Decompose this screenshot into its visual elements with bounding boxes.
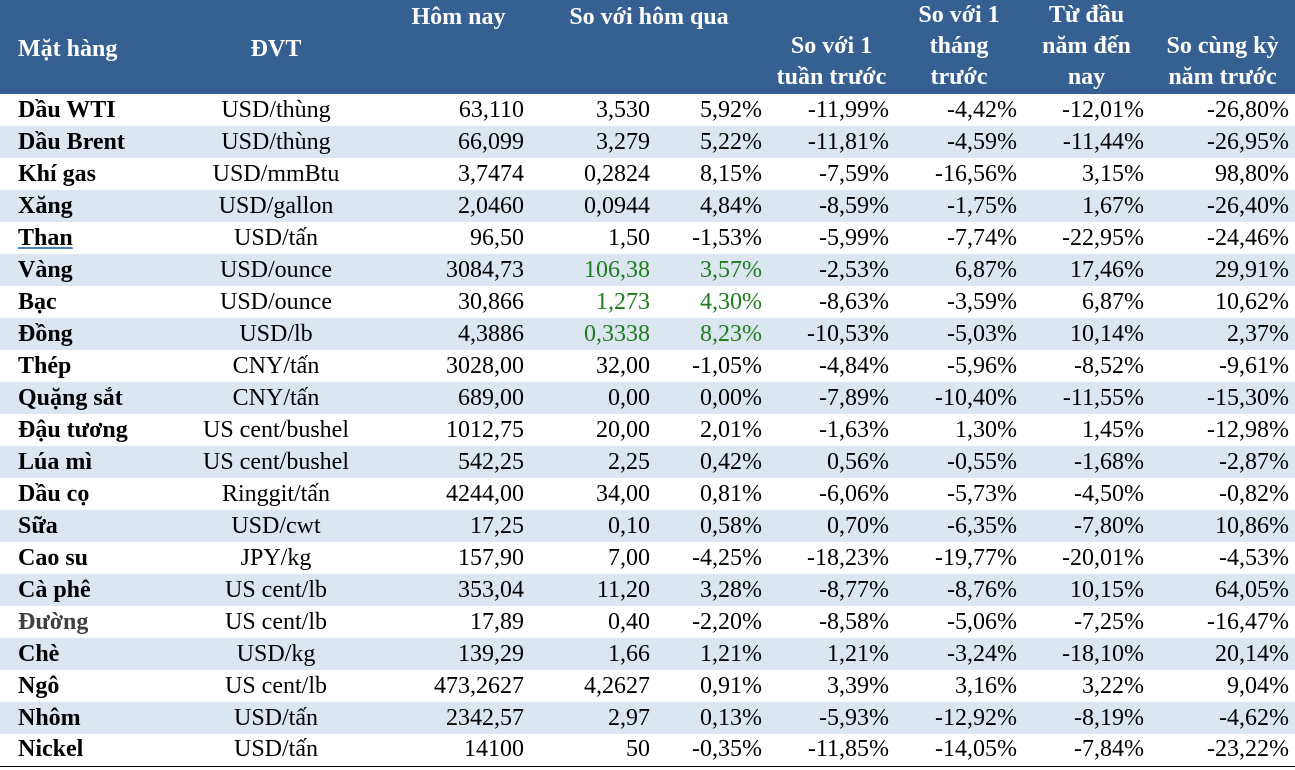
cell-today: 3028,00 — [446, 352, 524, 379]
cell-unit: US cent/bushel — [203, 416, 349, 443]
table-body — [0, 94, 1295, 766]
cell-name: Nhôm — [0, 702, 165, 734]
table-row — [0, 702, 1295, 734]
cell-week: -18,23% — [807, 544, 889, 571]
cell-chg-pct: 0,00% — [656, 382, 768, 414]
cell-unit: USD/mmBtu — [212, 160, 340, 187]
cell-unit: USD/tấn — [234, 224, 318, 251]
cell-name: Bạc — [18, 288, 57, 315]
cell-chg: 0,2824 — [584, 160, 650, 187]
cell-week: -1,63% — [819, 416, 889, 443]
cell-month: -5,06% — [947, 608, 1017, 635]
cell-yoy: -15,30% — [1150, 382, 1295, 414]
cell-chg-pct: -4,25% — [692, 544, 762, 571]
cell-yoy: 10,62% — [1215, 288, 1289, 315]
cell-chg-pct: 0,42% — [656, 446, 768, 478]
cell-ytd: 1,67% — [1023, 190, 1150, 222]
cell-week: -8,77% — [768, 574, 895, 606]
cell-chg: 0,0944 — [530, 190, 656, 222]
cell-chg: 0,00 — [530, 382, 656, 414]
cell-unit: USD/cwt — [165, 510, 387, 542]
cell-name: Xăng — [0, 190, 165, 222]
cell-unit: USD/lb — [165, 318, 387, 350]
table-row — [0, 126, 1295, 158]
cell-ytd: -20,01% — [1062, 544, 1144, 571]
cell-chg-pct: -0,35% — [656, 734, 768, 766]
cell-chg: 3,279 — [530, 126, 656, 158]
cell-ytd: 17,46% — [1023, 254, 1150, 286]
table-row — [0, 542, 1295, 574]
cell-today: 3084,73 — [387, 254, 530, 286]
cell-unit: US cent/lb — [165, 574, 387, 606]
header-row — [0, 0, 1295, 94]
cell-month: -16,56% — [935, 160, 1017, 187]
cell-yoy: -26,40% — [1150, 190, 1295, 222]
cell-today: 2342,57 — [387, 702, 530, 734]
cell-ytd: -8,52% — [1074, 352, 1144, 379]
cell-name: Thép — [18, 352, 72, 379]
cell-today: 30,866 — [458, 288, 524, 315]
cell-week: 0,56% — [768, 446, 895, 478]
header-commodity: Mặt hàng — [0, 0, 165, 94]
cell-chg: 7,00 — [608, 544, 650, 571]
cell-month: -8,76% — [895, 574, 1023, 606]
cell-chg: 1,273 — [596, 288, 650, 315]
cell-name: Đồng — [0, 318, 165, 350]
cell-today: 139,29 — [387, 638, 530, 670]
cell-week: -7,59% — [819, 160, 889, 187]
table-row — [0, 734, 1295, 766]
cell-month: 1,30% — [955, 416, 1017, 443]
cell-today: 17,89 — [470, 608, 524, 635]
table-row — [0, 254, 1295, 286]
header-today: Hôm nay — [387, 0, 530, 94]
cell-name: Dầu WTI — [18, 96, 116, 123]
cell-chg: 20,00 — [596, 416, 650, 443]
table-row — [0, 222, 1295, 254]
cell-month: -4,59% — [895, 126, 1023, 158]
cell-yoy: -16,47% — [1207, 608, 1289, 635]
table-row — [0, 670, 1295, 702]
cell-unit: JPY/kg — [240, 544, 312, 571]
cell-month: -5,73% — [947, 480, 1017, 507]
cell-ytd: 6,87% — [1082, 288, 1144, 315]
table-row — [0, 606, 1295, 638]
cell-today: 4,3886 — [387, 318, 530, 350]
cell-ytd: -11,44% — [1023, 126, 1150, 158]
cell-chg-pct: 8,15% — [700, 160, 762, 187]
cell-ytd: -7,80% — [1023, 510, 1150, 542]
cell-chg: 34,00 — [596, 480, 650, 507]
cell-chg-pct: 4,30% — [700, 288, 762, 315]
cell-unit: US cent/bushel — [165, 446, 387, 478]
cell-today: 14100 — [387, 734, 530, 766]
cell-ytd: -18,10% — [1023, 638, 1150, 670]
cell-month: 6,87% — [895, 254, 1023, 286]
cell-unit: USD/kg — [165, 638, 387, 670]
cell-chg: 1,66 — [530, 638, 656, 670]
header-vs-month: So với 1 tháng trước — [895, 0, 1023, 94]
cell-yoy: 10,86% — [1150, 510, 1295, 542]
cell-chg: 3,530 — [596, 96, 650, 123]
cell-week: -7,89% — [768, 382, 895, 414]
cell-week: -6,06% — [819, 480, 889, 507]
cell-month: 3,16% — [955, 672, 1017, 699]
cell-chg: 0,40 — [608, 608, 650, 635]
cell-name: Đường — [18, 608, 89, 635]
cell-unit: US cent/lb — [225, 608, 327, 635]
cell-month: -4,42% — [947, 96, 1017, 123]
cell-chg-pct: -1,53% — [692, 224, 762, 251]
cell-chg: 2,25 — [530, 446, 656, 478]
cell-week: -11,85% — [768, 734, 895, 766]
cell-ytd: 10,14% — [1023, 318, 1150, 350]
cell-today: 689,00 — [387, 382, 530, 414]
cell-ytd: 3,15% — [1082, 160, 1144, 187]
cell-month: -1,75% — [895, 190, 1023, 222]
cell-name: Lúa mì — [0, 446, 165, 478]
header-ytd: Từ đầu năm đến nay — [1023, 0, 1150, 94]
cell-unit: Ringgit/tấn — [222, 480, 330, 507]
cell-yoy: 9,04% — [1227, 672, 1289, 699]
cell-yoy: 29,91% — [1150, 254, 1295, 286]
cell-yoy: -4,53% — [1219, 544, 1289, 571]
cell-name: Cà phê — [0, 574, 165, 606]
cell-yoy: -2,87% — [1150, 446, 1295, 478]
cell-yoy: -0,82% — [1219, 480, 1289, 507]
cell-yoy: -4,62% — [1150, 702, 1295, 734]
cell-chg: 4,2627 — [584, 672, 650, 699]
cell-month: -14,05% — [895, 734, 1023, 766]
cell-ytd: -7,25% — [1074, 608, 1144, 635]
header-yoy: So cùng kỳ năm trước — [1150, 0, 1295, 94]
cell-yoy: 2,37% — [1150, 318, 1295, 350]
cell-unit: USD/thùng — [221, 96, 331, 123]
cell-unit: USD/ounce — [220, 288, 332, 315]
cell-chg: 106,38 — [530, 254, 656, 286]
table-row — [0, 350, 1295, 382]
cell-name: Than — [18, 224, 73, 251]
cell-ytd: 3,22% — [1082, 672, 1144, 699]
cell-chg-pct: 0,13% — [656, 702, 768, 734]
cell-chg-pct: 3,57% — [656, 254, 768, 286]
cell-chg-pct: -1,05% — [692, 352, 762, 379]
cell-ytd: -8,19% — [1023, 702, 1150, 734]
cell-month: -10,40% — [895, 382, 1023, 414]
header-vs-yesterday: So với hôm qua — [530, 0, 768, 94]
cell-week: 0,70% — [768, 510, 895, 542]
header-vs-week: So với 1 tuần trước — [768, 0, 895, 94]
cell-month: -12,92% — [895, 702, 1023, 734]
cell-unit: CNY/tấn — [232, 352, 320, 379]
cell-today: 2,0460 — [387, 190, 530, 222]
cell-yoy: -23,22% — [1150, 734, 1295, 766]
cell-chg-pct: 0,58% — [656, 510, 768, 542]
cell-month: -19,77% — [935, 544, 1017, 571]
cell-ytd: -4,50% — [1074, 480, 1144, 507]
cell-yoy: -9,61% — [1219, 352, 1289, 379]
cell-week: -11,81% — [768, 126, 895, 158]
cell-today: 63,110 — [458, 96, 524, 123]
cell-ytd: -12,01% — [1062, 96, 1144, 123]
cell-month: -7,74% — [947, 224, 1017, 251]
cell-chg: 0,3338 — [530, 318, 656, 350]
cell-yoy: 20,14% — [1150, 638, 1295, 670]
cell-name: Chè — [0, 638, 165, 670]
cell-yoy: -12,98% — [1207, 416, 1289, 443]
cell-name: Ngô — [18, 672, 60, 699]
cell-week: 3,39% — [827, 672, 889, 699]
cell-today: 473,2627 — [434, 672, 524, 699]
cell-chg: 32,00 — [596, 352, 650, 379]
cell-month: -0,55% — [895, 446, 1023, 478]
cell-yoy: -24,46% — [1207, 224, 1289, 251]
cell-today: 1012,75 — [446, 416, 524, 443]
cell-unit: USD/tấn — [165, 702, 387, 734]
table-row — [0, 478, 1295, 510]
cell-name: Khí gas — [18, 160, 97, 187]
cell-name: Quặng sắt — [0, 382, 165, 414]
cell-today: 157,90 — [458, 544, 524, 571]
cell-chg-pct: 3,28% — [656, 574, 768, 606]
cell-chg-pct: 0,81% — [700, 480, 762, 507]
cell-unit: CNY/tấn — [165, 382, 387, 414]
cell-name: Sữa — [0, 510, 165, 542]
cell-name: Nickel — [0, 734, 165, 766]
table-row — [0, 94, 1295, 126]
cell-chg-pct: -2,20% — [692, 608, 762, 635]
cell-week: -4,84% — [819, 352, 889, 379]
cell-week: -5,99% — [819, 224, 889, 251]
cell-month: -3,24% — [895, 638, 1023, 670]
table-row — [0, 574, 1295, 606]
cell-week: -5,93% — [768, 702, 895, 734]
cell-chg-pct: 2,01% — [700, 416, 762, 443]
cell-chg: 50 — [530, 734, 656, 766]
cell-today: 66,099 — [387, 126, 530, 158]
cell-ytd: -1,68% — [1023, 446, 1150, 478]
table-row — [0, 414, 1295, 446]
cell-ytd: 10,15% — [1023, 574, 1150, 606]
cell-chg-pct: 1,21% — [656, 638, 768, 670]
cell-chg-pct: 8,23% — [656, 318, 768, 350]
cell-month: -5,96% — [947, 352, 1017, 379]
cell-unit: USD/gallon — [165, 190, 387, 222]
cell-chg-pct: 0,91% — [700, 672, 762, 699]
cell-chg: 2,97 — [530, 702, 656, 734]
cell-today: 353,04 — [387, 574, 530, 606]
cell-today: 542,25 — [387, 446, 530, 478]
table-row — [0, 446, 1295, 478]
cell-unit: USD/tấn — [165, 734, 387, 766]
cell-ytd: -7,84% — [1023, 734, 1150, 766]
cell-name: Vàng — [0, 254, 165, 286]
cell-week: -8,59% — [768, 190, 895, 222]
cell-week: -8,63% — [819, 288, 889, 315]
cell-today: 17,25 — [387, 510, 530, 542]
cell-month: -6,35% — [895, 510, 1023, 542]
table-row — [0, 190, 1295, 222]
cell-name: Dầu Brent — [0, 126, 165, 158]
cell-ytd: -11,55% — [1023, 382, 1150, 414]
cell-chg: 11,20 — [530, 574, 656, 606]
cell-week: -11,99% — [807, 96, 889, 123]
cell-chg-pct: 5,22% — [656, 126, 768, 158]
table-row — [0, 158, 1295, 190]
table-row — [0, 318, 1295, 350]
cell-unit: USD/thùng — [165, 126, 387, 158]
cell-week: -2,53% — [768, 254, 895, 286]
cell-ytd: -22,95% — [1062, 224, 1144, 251]
cell-yoy: -26,80% — [1207, 96, 1289, 123]
cell-name: Đậu tương — [18, 416, 128, 443]
table-row — [0, 382, 1295, 414]
cell-month: -5,03% — [895, 318, 1023, 350]
cell-yoy: 98,80% — [1215, 160, 1289, 187]
cell-today: 3,7474 — [458, 160, 524, 187]
cell-today: 96,50 — [470, 224, 524, 251]
cell-name: Cao su — [18, 544, 89, 571]
cell-chg-pct: 4,84% — [656, 190, 768, 222]
cell-today: 4244,00 — [446, 480, 524, 507]
cell-unit: US cent/lb — [225, 672, 327, 699]
cell-week: -10,53% — [768, 318, 895, 350]
table-row — [0, 286, 1295, 318]
cell-name: Dầu cọ — [18, 480, 90, 507]
cell-yoy: -26,95% — [1150, 126, 1295, 158]
cell-chg: 0,10 — [530, 510, 656, 542]
table-row — [0, 638, 1295, 670]
table-row — [0, 510, 1295, 542]
header-unit: ĐVT — [165, 0, 387, 94]
cell-chg: 1,50 — [608, 224, 650, 251]
cell-unit: USD/ounce — [165, 254, 387, 286]
cell-month: -3,59% — [947, 288, 1017, 315]
cell-chg-pct: 5,92% — [700, 96, 762, 123]
cell-week: 1,21% — [768, 638, 895, 670]
cell-ytd: 1,45% — [1082, 416, 1144, 443]
cell-yoy: 64,05% — [1150, 574, 1295, 606]
cell-week: -8,58% — [819, 608, 889, 635]
